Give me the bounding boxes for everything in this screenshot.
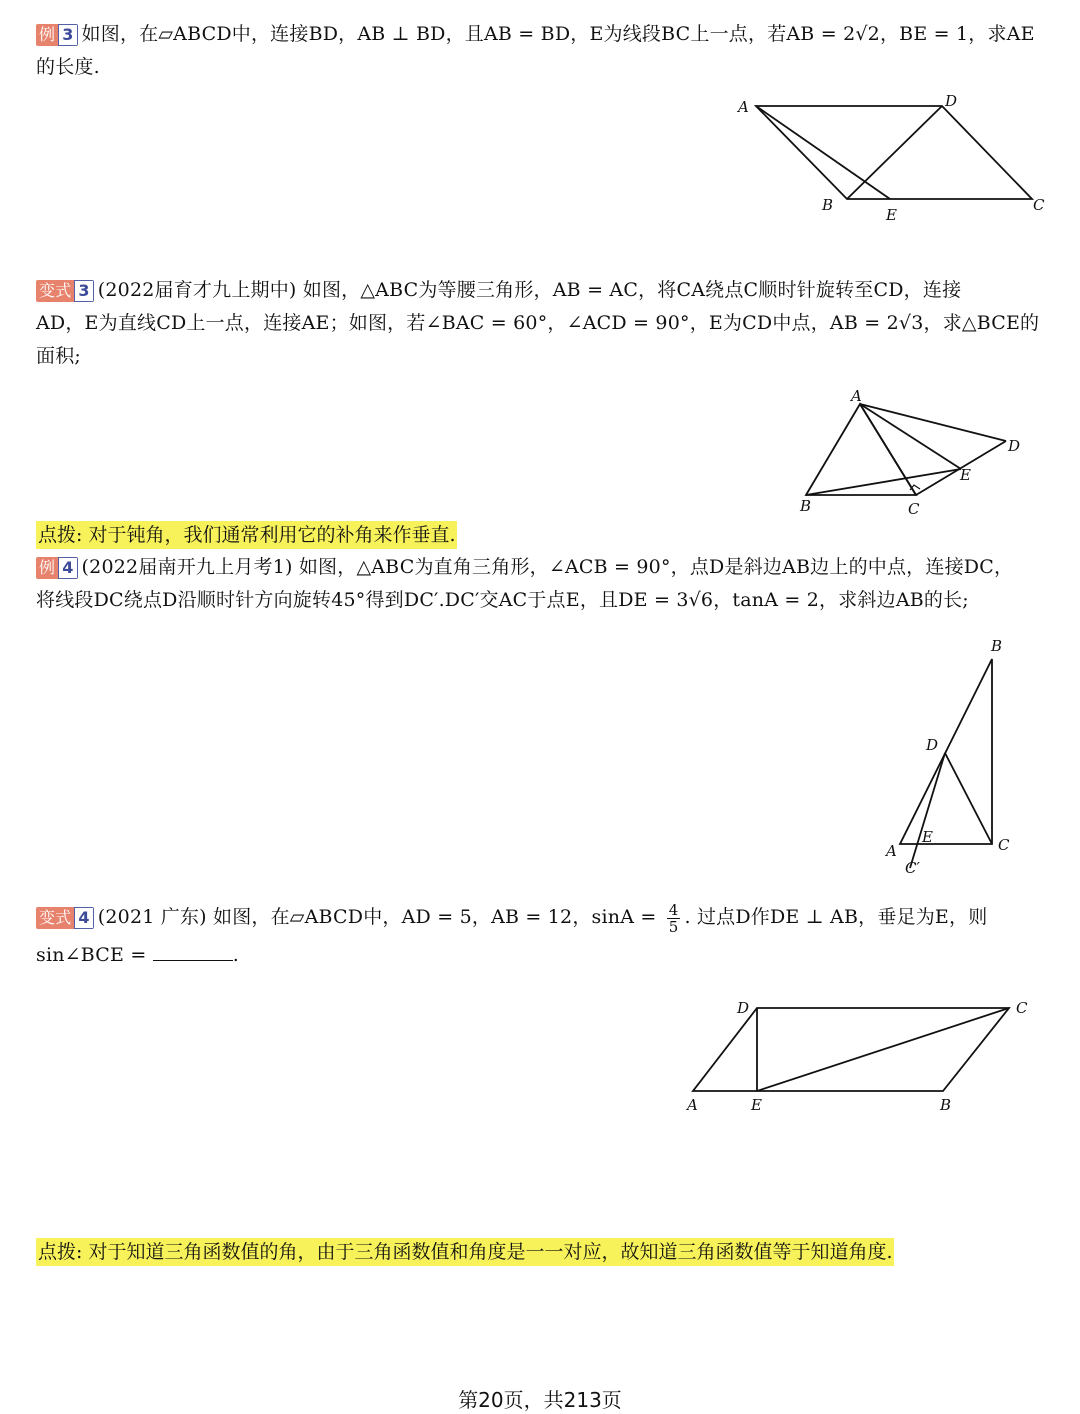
problem-text: (2022届南开九上月考1) 如图，△ABC为直角三角形，∠ACB = 90°，点D是斜边AB边上的中点，连接DC， [81, 556, 1014, 578]
label-D: D [737, 999, 750, 1017]
figure-parallelogram-abcd-1 [730, 90, 1050, 225]
label-C-prime: C′ [905, 859, 920, 877]
label-A: A [738, 98, 749, 116]
example-4-problem [36, 551, 1046, 617]
problem-text: 将线段DC绕点D沿顺时针方向旋转45°得到DC′.DC′交AC于点E，且DE = 3√6，tanA = 2，求斜边AB的长; [36, 589, 969, 611]
answer-blank[interactable] [153, 942, 233, 961]
label-C: C [908, 500, 920, 518]
page-footer: 第20页，共213页 [458, 1388, 622, 1412]
label-B: B [800, 497, 812, 515]
problem-text: sin∠BCE = [36, 944, 147, 966]
label-E: E [751, 1096, 762, 1114]
problem-text: 如图，在▱ABCD中，连接BD，AB ⊥ BD，且AB = BD，E为线段BC上一点，若AB = 2√2，BE = 1，求AE [81, 23, 1035, 45]
label-D: D [945, 92, 958, 110]
problem-text: (2021 广东) 如图，在▱ABCD中，AD = 5，AB = 12，sinA = [97, 906, 657, 928]
fraction: $\frac{4}{5}$ [668, 900, 679, 936]
label-B: B [940, 1096, 952, 1114]
variation-tag: 变式 3 [36, 280, 94, 302]
label-E: E [886, 206, 897, 224]
hint-box: 点拨: 对于钝角，我们通常利用它的补角来作垂直. [36, 521, 457, 549]
problem-text: 面积; [36, 345, 82, 367]
label-B: B [991, 637, 1003, 655]
variation-tag: 变式 4 [36, 907, 94, 929]
example-tag: 例 4 [36, 557, 78, 579]
label-D: D [1008, 437, 1021, 455]
variation-4-problem: 变式 4 (2021 广东) 如图，在▱ABCD中，AD = 5，AB = 12，sinA = $\frac{4}{5}$ . 过点D作DE ⊥ AB，垂足为E，则 sin∠BCE = . [36, 900, 988, 966]
figure-parallelogram-abcd-4 [680, 995, 1040, 1120]
problem-text: 的长度. [36, 56, 100, 78]
problem-text: (2022届育才九上期中) 如图，△ABC为等腰三角形，AB = AC，将CA绕点C顺时针旋转至CD，连接 [97, 279, 962, 301]
label-D: D [926, 736, 939, 754]
label-E: E [922, 828, 933, 846]
problem-text: . 过点D作DE ⊥ AB，垂足为E，则 [684, 906, 988, 928]
figure-triangle-abc-2 [790, 385, 1030, 520]
label-A: A [886, 842, 897, 860]
label-C: C [1016, 999, 1028, 1017]
label-C: C [998, 836, 1010, 854]
label-A: A [687, 1096, 698, 1114]
hint-box: 点拨: 对于知道三角函数值的角，由于三角函数值和角度是一一对应，故知道三角函数值等于知道角度. [36, 1238, 894, 1266]
label-A: A [851, 387, 862, 405]
label-C: C [1033, 196, 1045, 214]
figure-right-triangle-3 [880, 630, 1030, 880]
problem-text: AD，E为直线CD上一点，连接AE；如图，若∠BAC = 60°，∠ACD = 90°，E为CD中点，AB = 2√3，求△BCE的 [36, 312, 1040, 334]
example-tag: 例 3 [36, 24, 78, 46]
label-E: E [960, 466, 971, 484]
label-B: B [822, 196, 834, 214]
variation-3-problem [36, 274, 1046, 373]
example-3-problem [36, 18, 1046, 84]
